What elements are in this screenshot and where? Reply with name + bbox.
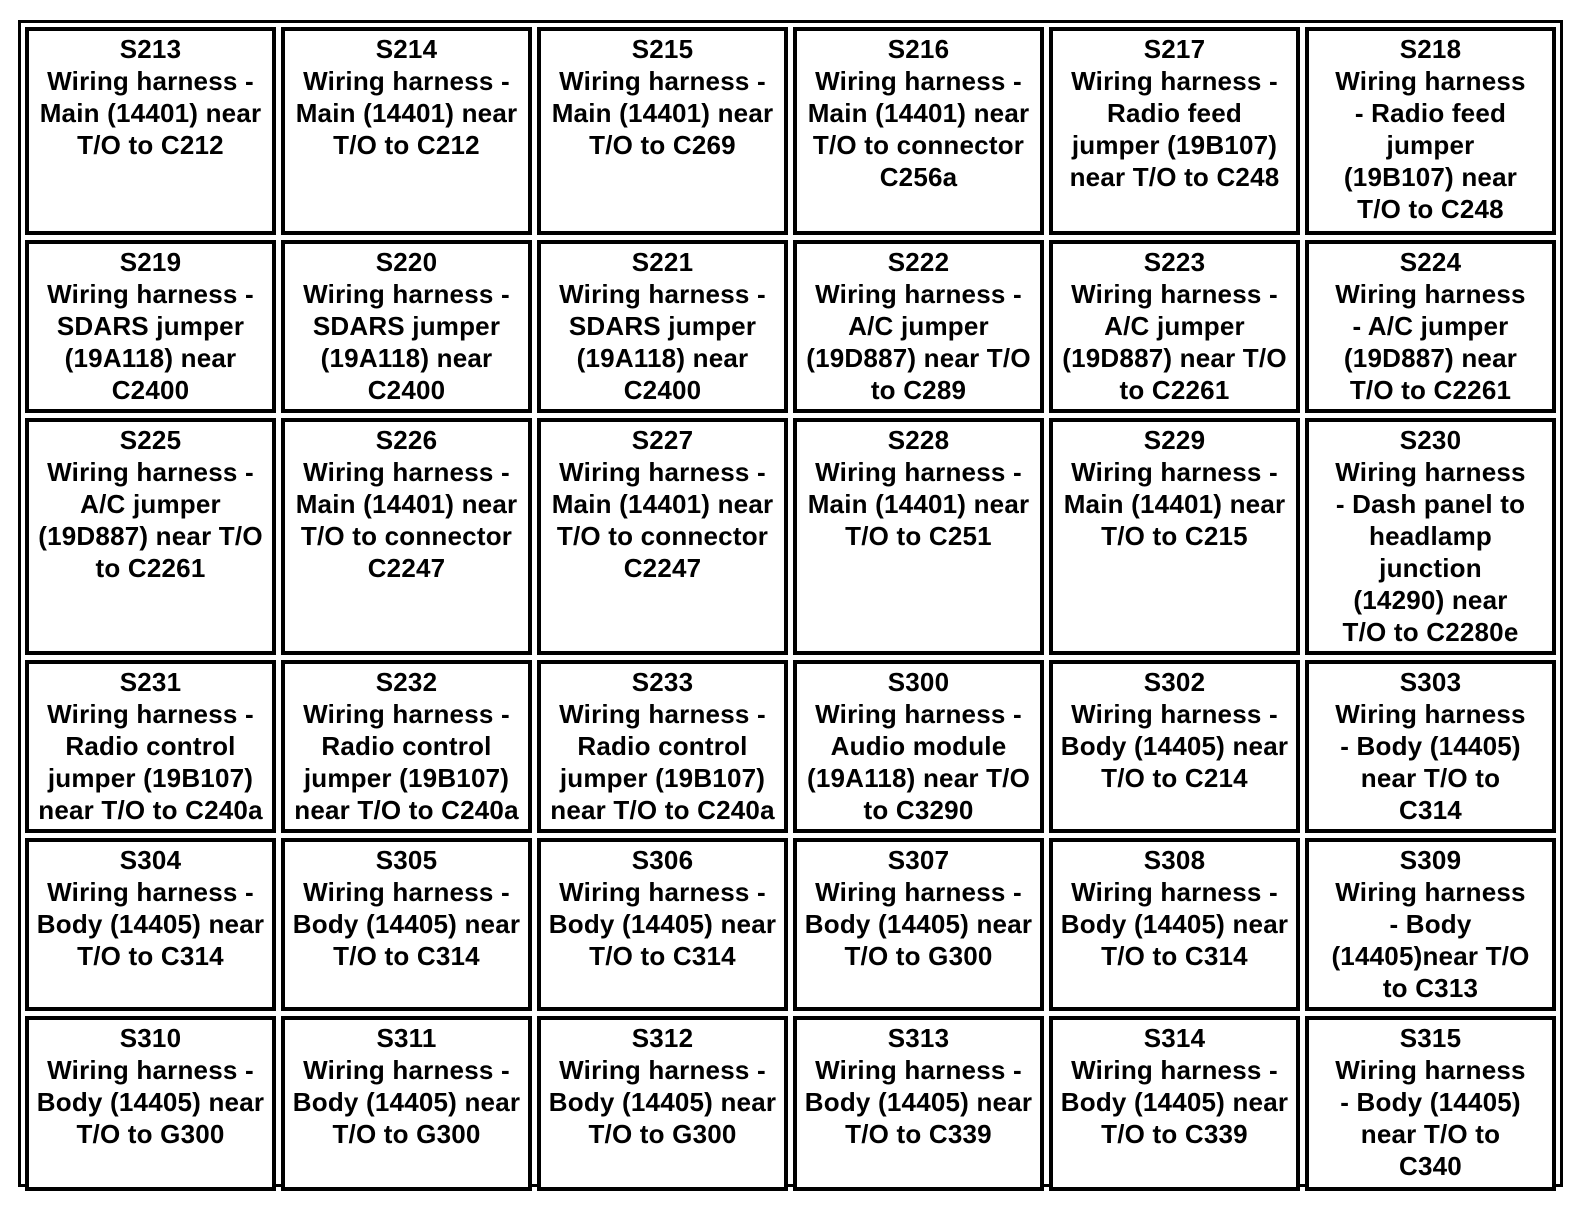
splice-code: S315 xyxy=(1399,1023,1462,1053)
splice-cell xyxy=(537,660,788,833)
splice-cell xyxy=(793,418,1044,655)
splice-code: S311 xyxy=(376,1023,437,1053)
splice-code: S222 xyxy=(887,247,950,277)
splice-cell xyxy=(281,27,532,235)
splice-description: Wiring harness - Body (14405) near T/O to C314 xyxy=(36,877,265,971)
splice-description: Wiring harness - SDARS jumper (19A118) near C2400 xyxy=(47,279,254,405)
splice-cell xyxy=(537,418,788,655)
splice-description: Wiring harness - Body (14405) near T/O to G300 xyxy=(292,1055,521,1149)
splice-code: S300 xyxy=(887,667,950,697)
splice-description: Wiring harness - Body (14405) near T/O to C340 xyxy=(1335,1055,1526,1181)
splice-description: Wiring harness - Body (14405) near T/O to C339 xyxy=(804,1055,1033,1149)
splice-cell xyxy=(1049,27,1300,235)
splice-description: Wiring harness - A/C jumper (19D887) near T/O to C289 xyxy=(806,279,1031,405)
splice-table xyxy=(18,20,1563,1187)
splice-description: Wiring harness - Body (14405) near T/O to C339 xyxy=(1060,1055,1289,1149)
splice-code: S228 xyxy=(887,425,950,455)
splice-code: S232 xyxy=(375,667,438,697)
splice-cell xyxy=(1305,838,1556,1011)
splice-cell xyxy=(793,27,1044,235)
splice-code: S231 xyxy=(119,667,182,697)
splice-code: S224 xyxy=(1399,247,1462,277)
splice-cell xyxy=(25,838,276,1011)
splice-code: S225 xyxy=(119,425,182,455)
splice-cell xyxy=(1049,240,1300,413)
splice-code: S304 xyxy=(119,845,182,875)
splice-cell xyxy=(1305,27,1556,235)
splice-cell xyxy=(281,838,532,1011)
splice-code: S309 xyxy=(1399,845,1462,875)
splice-description: Wiring harness - Audio module (19A118) near T/O to C3290 xyxy=(806,699,1031,825)
splice-code: S229 xyxy=(1143,425,1206,455)
splice-code: S308 xyxy=(1143,845,1206,875)
splice-cell xyxy=(25,240,276,413)
splice-description: Wiring harness - SDARS jumper (19A118) near C2400 xyxy=(303,279,510,405)
splice-description: Wiring harness - Radio control jumper (19B107) near T/O to C240a xyxy=(550,699,775,825)
splice-description: Wiring harness - Main (14401) near T/O to C215 xyxy=(1063,457,1286,551)
splice-cell xyxy=(793,660,1044,833)
splice-code: S303 xyxy=(1399,667,1462,697)
splice-code: S220 xyxy=(375,247,438,277)
splice-cell xyxy=(1049,418,1300,655)
splice-code: S221 xyxy=(631,247,694,277)
splice-description: Wiring harness - Body (14405)near T/O to C313 xyxy=(1331,877,1530,1003)
splice-description: Wiring harness - Body (14405) near T/O to C214 xyxy=(1060,699,1289,793)
splice-code: S305 xyxy=(375,845,438,875)
splice-description: Wiring harness - Radio feed jumper (19B107) near T/O to C248 xyxy=(1069,66,1280,192)
splice-description: Wiring harness - Main (14401) near T/O to C269 xyxy=(551,66,774,160)
splice-cell xyxy=(793,1016,1044,1191)
splice-cell xyxy=(281,1016,532,1191)
splice-cell xyxy=(1049,660,1300,833)
splice-description: Wiring harness - Main (14401) near T/O to connector C2247 xyxy=(551,457,774,583)
splice-description: Wiring harness - Main (14401) near T/O to connector C2247 xyxy=(295,457,518,583)
splice-cell xyxy=(1305,240,1556,413)
splice-code: S312 xyxy=(631,1023,694,1053)
splice-description: Wiring harness - A/C jumper (19D887) near T/O to C2261 xyxy=(1335,279,1526,405)
splice-description: Wiring harness - Body (14405) near T/O to G300 xyxy=(804,877,1033,971)
splice-cell xyxy=(281,660,532,833)
splice-code: S226 xyxy=(375,425,438,455)
splice-code: S306 xyxy=(631,845,694,875)
splice-cell xyxy=(25,660,276,833)
splice-cell xyxy=(281,240,532,413)
splice-description: Wiring harness - Radio control jumper (19B107) near T/O to C240a xyxy=(38,699,263,825)
splice-description: Wiring harness - A/C jumper (19D887) near T/O to C2261 xyxy=(1062,279,1287,405)
splice-description: Wiring harness - Body (14405) near T/O to C314 xyxy=(1060,877,1289,971)
splice-code: S233 xyxy=(631,667,694,697)
splice-code: S216 xyxy=(887,34,950,64)
splice-description: Wiring harness - SDARS jumper (19A118) near C2400 xyxy=(559,279,766,405)
splice-code: S223 xyxy=(1143,247,1206,277)
splice-cell xyxy=(537,27,788,235)
splice-code: S227 xyxy=(631,425,694,455)
splice-code: S215 xyxy=(631,34,694,64)
splice-cell xyxy=(793,838,1044,1011)
splice-description: Wiring harness - Main (14401) near T/O to C251 xyxy=(807,457,1030,551)
splice-description: Wiring harness - Dash panel to headlamp junction (14290) near T/O to C2280e xyxy=(1335,457,1526,647)
splice-cell xyxy=(1049,1016,1300,1191)
splice-cell xyxy=(537,1016,788,1191)
splice-code: S313 xyxy=(887,1023,950,1053)
splice-cell xyxy=(1305,1016,1556,1191)
splice-code: S307 xyxy=(887,845,950,875)
splice-code: S217 xyxy=(1143,34,1206,64)
splice-code: S213 xyxy=(119,34,182,64)
splice-cell xyxy=(1305,660,1556,833)
splice-description: Wiring harness - Radio control jumper (19B107) near T/O to C240a xyxy=(294,699,519,825)
splice-code: S219 xyxy=(119,247,182,277)
splice-code: S218 xyxy=(1399,34,1462,64)
splice-cell xyxy=(537,838,788,1011)
splice-description: Wiring harness - Main (14401) near T/O to connector C256a xyxy=(807,66,1030,192)
splice-description: Wiring harness - Body (14405) near T/O to C314 xyxy=(292,877,521,971)
splice-cell xyxy=(1305,418,1556,655)
splice-cell xyxy=(25,27,276,235)
splice-cell xyxy=(281,418,532,655)
splice-cell xyxy=(537,240,788,413)
splice-code: S302 xyxy=(1143,667,1206,697)
splice-description: Wiring harness - Body (14405) near T/O to G300 xyxy=(36,1055,265,1149)
splice-description: Wiring harness - A/C jumper (19D887) near T/O to C2261 xyxy=(38,457,263,583)
splice-description: Wiring harness - Body (14405) near T/O to C314 xyxy=(1335,699,1526,825)
splice-description: Wiring harness - Main (14401) near T/O to C212 xyxy=(39,66,262,160)
splice-grid xyxy=(25,27,1556,1180)
splice-description: Wiring harness - Radio feed jumper (19B107) near T/O to C248 xyxy=(1335,66,1526,224)
splice-description: Wiring harness - Body (14405) near T/O to G300 xyxy=(548,1055,777,1149)
splice-cell xyxy=(25,1016,276,1191)
splice-code: S314 xyxy=(1143,1023,1206,1053)
splice-description: Wiring harness - Body (14405) near T/O to C314 xyxy=(548,877,777,971)
splice-description: Wiring harness - Main (14401) near T/O to C212 xyxy=(295,66,518,160)
splice-code: S214 xyxy=(375,34,438,64)
splice-cell xyxy=(793,240,1044,413)
splice-cell xyxy=(25,418,276,655)
splice-code: S310 xyxy=(119,1023,182,1053)
splice-cell xyxy=(1049,838,1300,1011)
splice-code: S230 xyxy=(1399,425,1462,455)
